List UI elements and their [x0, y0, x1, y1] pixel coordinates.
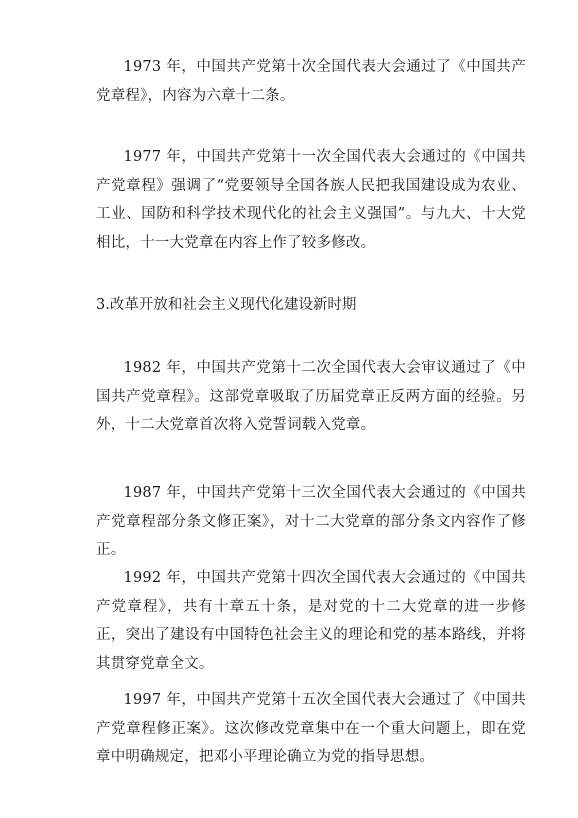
paragraph-1997: 1997 年，中国共产党第十五次全国代表大会通过了《中国共产党章程修正案》。这次修改党章集中在一个重大问题上，即在党章中明确规定，把邓小平理论确立为党的指导思想。 — [96, 692, 526, 765]
section-heading: 3.改革开放和社会主义现代化建设新时期 — [96, 297, 357, 313]
paragraph-1987: 1987 年，中国共产党第十三次全国代表大会通过的《中国共产党章程部分条文修正案》，对十二大党章的部分条文内容作了修正。 — [96, 485, 526, 558]
paragraph-1977: 1977 年，中国共产党第十一次全国代表大会通过的《中国共产党章程》强调了“党要领导全国各族人民把我国建设成为农业、工业、国防和科学技术现代化的社会主义强国”。与九大、十大党相比，十一大党章在内容上作了较多修改。 — [96, 149, 526, 251]
paragraph-1992: 1992 年，中国共产党第十四次全国代表大会通过的《中国共产党章程》，共有十章五十条，是对党的十二大党章的进一步修正，突出了建设有中国特色社会主义的理论和党的基本路线，并将其贯穿党章全文。 — [96, 570, 526, 672]
paragraph-1982: 1982 年，中国共产党第十二次全国代表大会审议通过了《中国共产党章程》。这部党章吸取了历届党章正反两方面的经验。另外，十二大党章首次将入党誓词载入党章。 — [96, 360, 526, 433]
paragraph-1973: 1973 年，中国共产党第十次全国代表大会通过了《中国共产党章程》，内容为六章十二条。 — [96, 59, 526, 104]
